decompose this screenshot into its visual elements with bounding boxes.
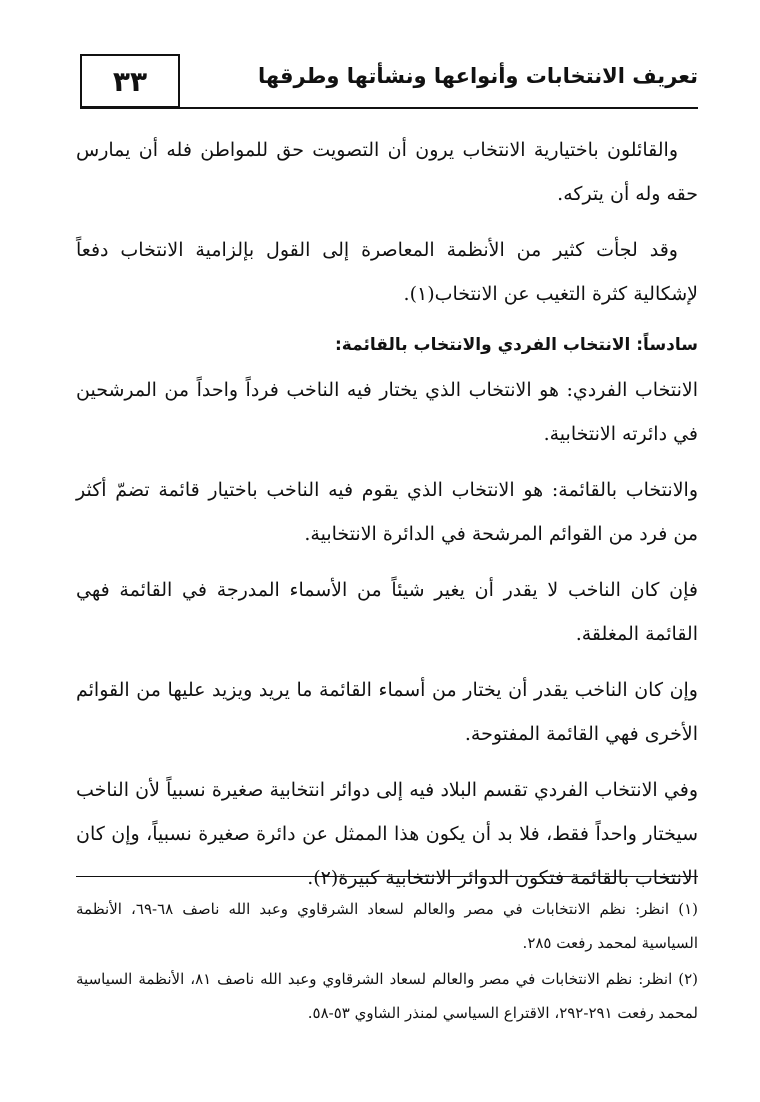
footnote-separator bbox=[76, 876, 698, 877]
paragraph-2: وقد لجأت كثير من الأنظمة المعاصرة إلى القول بإلزامية الانتخاب دفعاً لإشكالية كثرة التغيب عن الانتخاب(١). bbox=[76, 239, 698, 305]
paragraph-1: والقائلون باختيارية الانتخاب يرون أن التصويت حق للمواطن فله أن يمارس حقه وله أن يتركه. bbox=[76, 139, 698, 205]
running-title: تعريف الانتخابات وأنواعها ونشأتها وطرقها bbox=[258, 64, 698, 88]
section-heading: سادساً: الانتخاب الفردي والانتخاب بالقائمة: bbox=[334, 335, 698, 355]
paragraph-6: وإن كان الناخب يقدر أن يختار من أسماء القائمة ما يريد ويزيد عليها من القوائم الأخرى فهي القائمة المفتوحة. bbox=[76, 679, 698, 745]
paragraph-4: والانتخاب بالقائمة: هو الانتخاب الذي يقوم فيه الناخب باختيار قائمة تضمّ أكثر من فرد من القوائم المرشحة في الدائرة الانتخابية. bbox=[76, 479, 698, 545]
paragraph-3: الانتخاب الفردي: هو الانتخاب الذي يختار فيه الناخب فرداً واحداً من المرشحين في دائرته الانتخابية. bbox=[76, 379, 698, 445]
body-text bbox=[76, 128, 698, 912]
page-header bbox=[76, 54, 698, 112]
paragraph-5: فإن كان الناخب لا يقدر أن يغير شيئاً من الأسماء المدرجة في القائمة فهي القائمة المغلقة. bbox=[76, 579, 698, 645]
footnote-2: (٢) انظر: نظم الانتخابات في مصر والعالم لسعاد الشرقاوي وعبد الله ناصف ٨١، الأنظمة السياسية لمحمد رفعت ٢٩١-٢٩٢، الاقتراع السياسي لمنذر الشاوي ٥٣-٥٨. bbox=[76, 970, 698, 1022]
paragraph-7: وفي الانتخاب الفردي تقسم البلاد فيه إلى دوائر انتخابية صغيرة نسبياً لأن الناخب سيختار واحداً فقط، فلا بد أن يكون هذا الممثل عن دائرة صغيرة نسبياً، وإن كان الانتخاب بالقائمة فتكون الدوائر الانتخابية كبيرة(٢). bbox=[76, 779, 698, 889]
footnotes bbox=[76, 892, 698, 1032]
footnote-1: (١) انظر: نظم الانتخابات في مصر والعالم لسعاد الشرقاوي وعبد الله ناصف ٦٨-٦٩، الأنظمة السياسية لمحمد رفعت ٢٨٥. bbox=[76, 900, 698, 952]
page-number: ٣٣ bbox=[80, 54, 180, 108]
header-rule bbox=[80, 107, 698, 109]
